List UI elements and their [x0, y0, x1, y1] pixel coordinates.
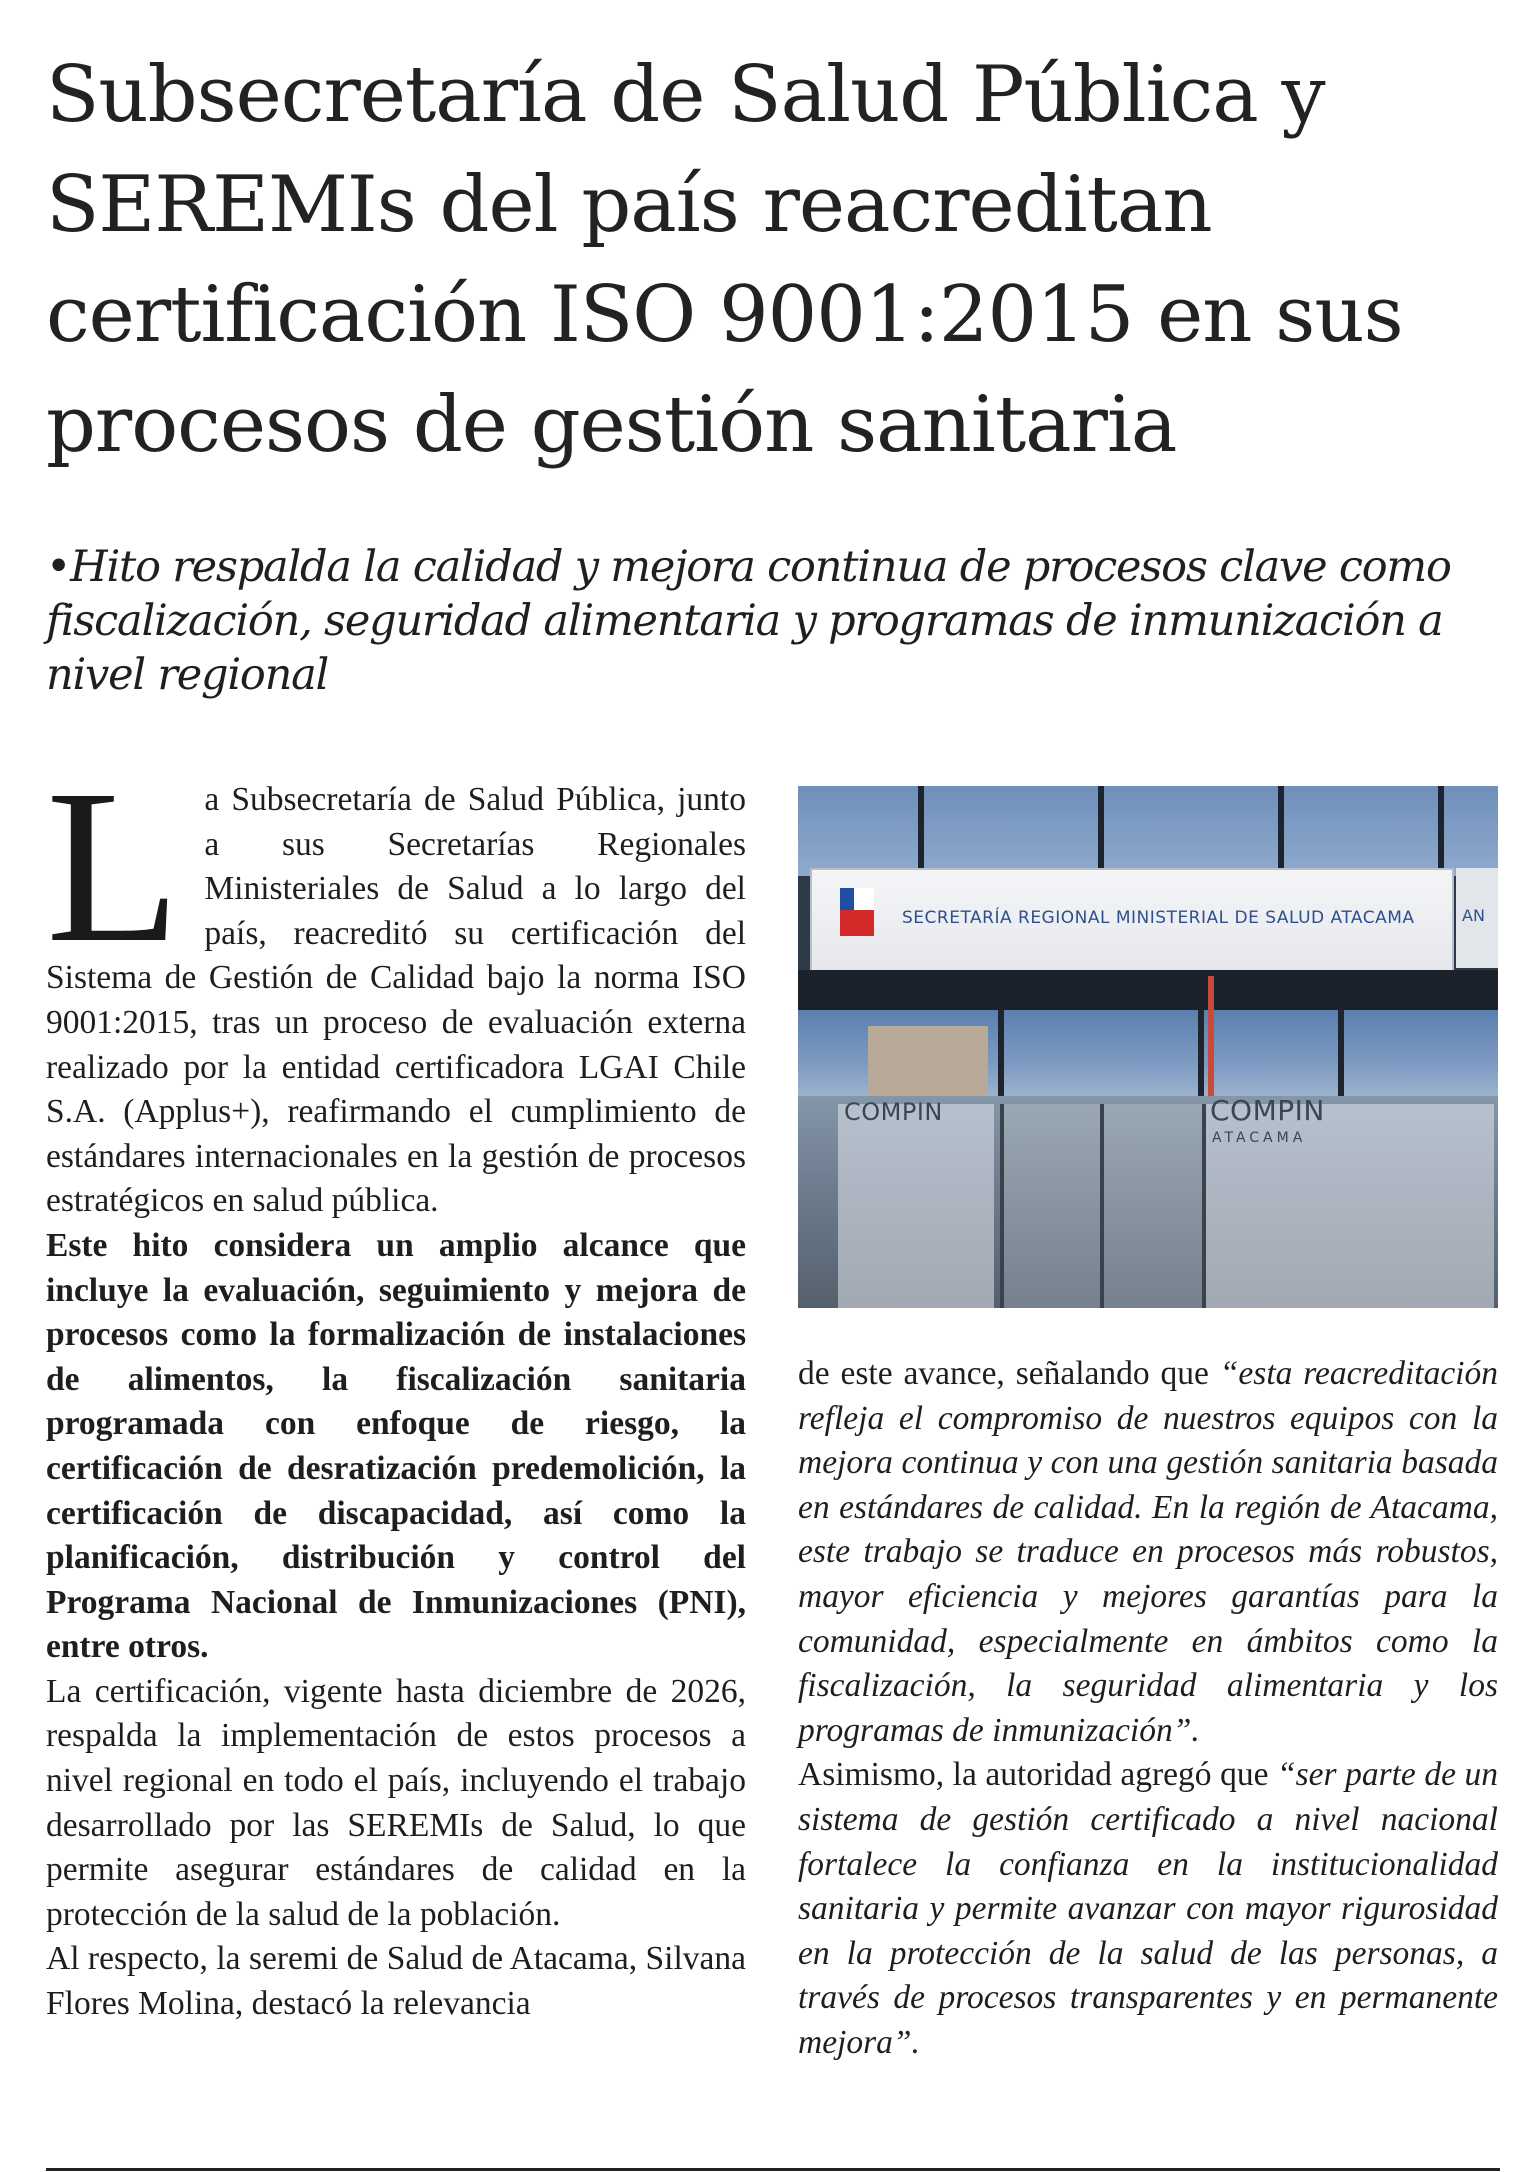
article-photo: [798, 786, 1498, 1308]
paragraph-2: Este hito considera un amplio alcance que incluye la evaluación, seguimiento y mejora de procesos como la formalización de instalaciones de alimentos, la fiscalización sanitaria programada con enfoque de riesgo, la certificación de desratización predemolición, la certificación de discapacidad, así como la planificación, distribución y control del Programa Nacional de Inmunizaciones (PNI), entre otros.: [46, 1226, 746, 1666]
article-subhead: •Hito respalda la calidad y mejora continua de procesos clave como fiscalización, seguridad alimentaria y programas de inmunización a nivel regional: [46, 542, 1451, 700]
drop-cap: L: [46, 744, 181, 988]
sign-right-edge: [1456, 868, 1498, 968]
paragraph-1-text: a Subsecretaría de Salud Pública, junto a sus Secretarías Regionales Ministeriales de Salud a lo largo del país, reacreditó su certificación del Sistema de Gestión de Calidad bajo la norma ISO 9001:2015, tras un proceso de evaluación externa realizado por la entidad certificadora LGAI Chile S.A. (Applus+), reafirmando el cumplimiento de estándares internacionales en la gestión de procesos estratégicos en salud pública.: [46, 781, 746, 1220]
paragraph-5-lead: Asimismo, la autoridad agregó que: [798, 1756, 1277, 1794]
compin-right-text: COMPIN: [1210, 1094, 1325, 1127]
paragraph-3: La certificación, vigente hasta diciembre de 2026, respalda la implementación de estos procesos a nivel regional en todo el país, incluyendo el trabajo desarrollado por las SEREMIs de Salud, lo que permite asegurar estándares de calidad en la protección de la salud de la población.: [46, 1672, 746, 1933]
left-column: [46, 744, 746, 2128]
paragraph-5: [798, 1753, 1498, 2065]
paragraph-4-continued: [798, 1352, 1498, 1753]
paragraph-4-cont-text: de este avance, señalando que: [798, 1355, 1220, 1392]
glass-door: [1000, 1104, 1206, 1308]
window-mullion: [918, 786, 924, 872]
chile-flag-logo-icon: [840, 888, 874, 946]
paragraph-1: [46, 744, 746, 1224]
right-column: [798, 1352, 1498, 2066]
compin-left-text: COMPIN: [844, 1098, 943, 1126]
paragraph-4: Al respecto, la seremi de Salud de Atacama, Silvana Flores Molina, destacó la relevancia: [46, 1940, 746, 2023]
photo-sky: [798, 786, 1498, 876]
article-headline: Subsecretaría de Salud Pública y SEREMIs del país reacreditan certificación ISO 9001:2015 en sus procesos de gestión sanitaria: [46, 50, 1403, 470]
compin-right-subtext: ATACAMA: [1212, 1130, 1307, 1146]
quote-1: “esta reacreditación refleja el compromiso de nuestros equipos con la mejora continua y con una gestión sanitaria basada en estándares de calidad. En la región de Atacama, este trabajo se traduce en procesos más robustos, mayor eficiencia y mejores garantías para la comunidad, especialmente en ámbitos como la fiscalización, la seguridad alimentaria y los programas de inmunización”.: [798, 1355, 1498, 1749]
window-mullion: [1098, 786, 1104, 872]
quote-2: “ser parte de un sistema de gestión certificado a nivel nacional fortalece la confianza en la institucionalidad sanitaria y permite avanzar con mayor rigurosidad en la protección de la salud de las personas, a través de procesos transparentes y en permanente mejora”.: [798, 1756, 1498, 2061]
window-mullion: [1278, 786, 1284, 872]
window-mullion: [1438, 786, 1444, 872]
sign-right-text: AN: [1462, 906, 1485, 925]
facade-band: [798, 970, 1498, 1010]
frosted-panel-left: [838, 1104, 994, 1308]
bottom-rule: [46, 2168, 1500, 2171]
sign-text: SECRETARÍA REGIONAL MINISTERIAL DE SALUD ATACAMA: [902, 908, 1415, 928]
building-sign: [810, 868, 1454, 972]
